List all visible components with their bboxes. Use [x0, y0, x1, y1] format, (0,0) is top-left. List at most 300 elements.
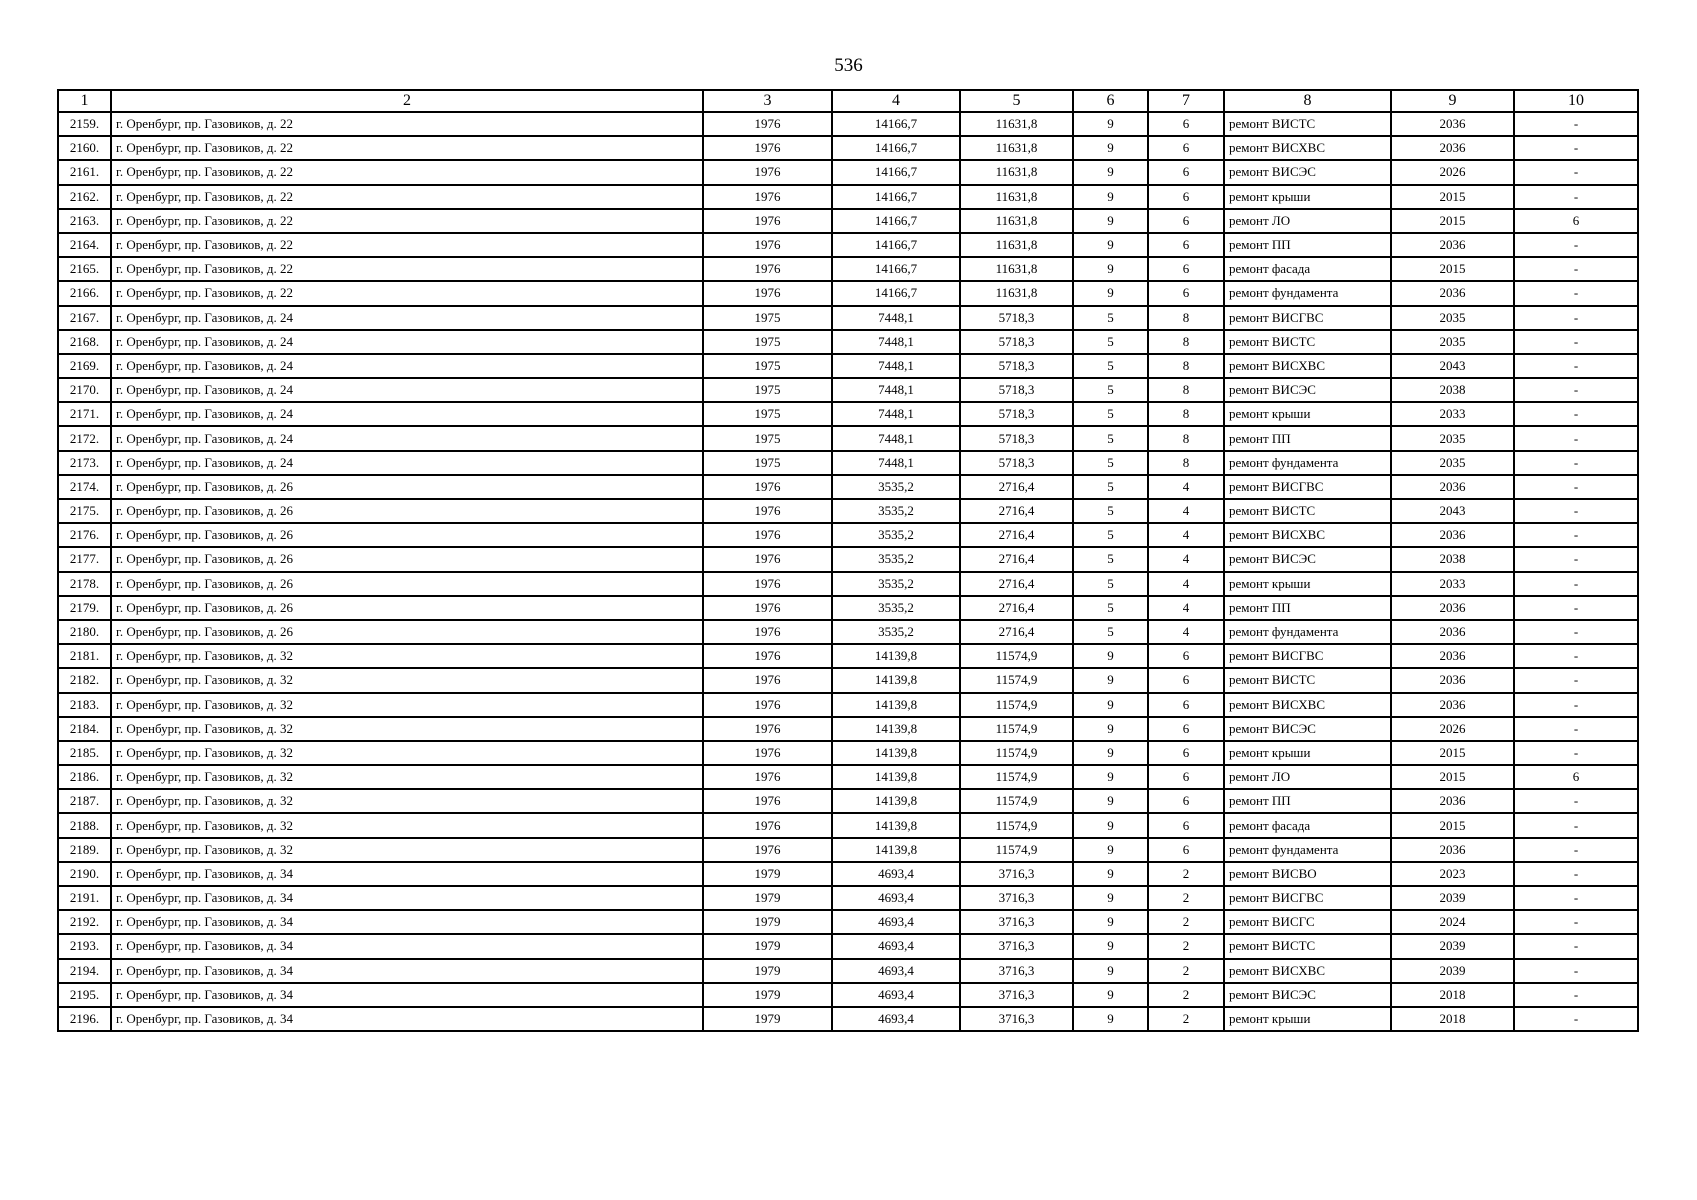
- cell-plan-year: 2035: [1391, 426, 1514, 450]
- cell-address: г. Оренбург, пр. Газовиков, д. 22: [111, 185, 703, 209]
- cell-total-area: 7448,1: [832, 354, 960, 378]
- cell-floors: 9: [1073, 233, 1148, 257]
- cell-address: г. Оренбург, пр. Газовиков, д. 22: [111, 209, 703, 233]
- table-row: [58, 547, 1638, 571]
- cell-last-value: -: [1514, 572, 1638, 596]
- cell-plan-year: 2033: [1391, 402, 1514, 426]
- cell-total-area: 14166,7: [832, 233, 960, 257]
- cell-last-value: -: [1514, 886, 1638, 910]
- cell-row-number: 2170.: [58, 378, 111, 402]
- cell-entrances: 8: [1148, 451, 1224, 475]
- cell-plan-year: 2036: [1391, 475, 1514, 499]
- cell-work-type: ремонт ВИСГВС: [1224, 886, 1391, 910]
- table-row: [58, 112, 1638, 136]
- cell-floors: 5: [1073, 475, 1148, 499]
- cell-build-year: 1976: [703, 813, 832, 837]
- cell-row-number: 2186.: [58, 765, 111, 789]
- cell-entrances: 4: [1148, 620, 1224, 644]
- table-row: [58, 185, 1638, 209]
- cell-build-year: 1975: [703, 426, 832, 450]
- cell-row-number: 2175.: [58, 499, 111, 523]
- header-cell: 9: [1391, 90, 1514, 112]
- cell-address: г. Оренбург, пр. Газовиков, д. 24: [111, 378, 703, 402]
- header-cell: 10: [1514, 90, 1638, 112]
- cell-entrances: 2: [1148, 886, 1224, 910]
- cell-build-year: 1976: [703, 185, 832, 209]
- cell-work-type: ремонт фасада: [1224, 257, 1391, 281]
- table-row: [58, 934, 1638, 958]
- cell-total-area: 7448,1: [832, 378, 960, 402]
- cell-last-value: -: [1514, 1007, 1638, 1031]
- cell-row-number: 2171.: [58, 402, 111, 426]
- cell-entrances: 8: [1148, 306, 1224, 330]
- cell-floors: 9: [1073, 185, 1148, 209]
- cell-plan-year: 2018: [1391, 983, 1514, 1007]
- cell-work-type: ремонт ПП: [1224, 233, 1391, 257]
- cell-work-type: ремонт ВИСТС: [1224, 934, 1391, 958]
- cell-last-value: 6: [1514, 209, 1638, 233]
- cell-row-number: 2160.: [58, 136, 111, 160]
- cell-entrances: 6: [1148, 233, 1224, 257]
- table-row: [58, 354, 1638, 378]
- cell-total-area: 14139,8: [832, 741, 960, 765]
- cell-last-value: -: [1514, 693, 1638, 717]
- cell-living-area: 5718,3: [960, 330, 1073, 354]
- cell-entrances: 2: [1148, 934, 1224, 958]
- cell-plan-year: 2039: [1391, 886, 1514, 910]
- cell-total-area: 3535,2: [832, 523, 960, 547]
- cell-address: г. Оренбург, пр. Газовиков, д. 24: [111, 426, 703, 450]
- cell-build-year: 1975: [703, 402, 832, 426]
- cell-row-number: 2168.: [58, 330, 111, 354]
- cell-row-number: 2188.: [58, 813, 111, 837]
- table-row: [58, 741, 1638, 765]
- cell-floors: 9: [1073, 209, 1148, 233]
- cell-build-year: 1976: [703, 209, 832, 233]
- cell-entrances: 6: [1148, 693, 1224, 717]
- table-row: [58, 983, 1638, 1007]
- cell-last-value: -: [1514, 620, 1638, 644]
- cell-total-area: 7448,1: [832, 330, 960, 354]
- cell-living-area: 11631,8: [960, 257, 1073, 281]
- cell-floors: 9: [1073, 959, 1148, 983]
- cell-plan-year: 2036: [1391, 620, 1514, 644]
- cell-address: г. Оренбург, пр. Газовиков, д. 34: [111, 910, 703, 934]
- cell-plan-year: 2023: [1391, 862, 1514, 886]
- cell-build-year: 1979: [703, 910, 832, 934]
- cell-floors: 5: [1073, 547, 1148, 571]
- cell-floors: 5: [1073, 451, 1148, 475]
- cell-floors: 5: [1073, 378, 1148, 402]
- cell-work-type: ремонт ВИСХВС: [1224, 959, 1391, 983]
- cell-floors: 9: [1073, 765, 1148, 789]
- cell-build-year: 1979: [703, 959, 832, 983]
- cell-plan-year: 2026: [1391, 717, 1514, 741]
- cell-build-year: 1976: [703, 112, 832, 136]
- cell-address: г. Оренбург, пр. Газовиков, д. 26: [111, 499, 703, 523]
- cell-last-value: -: [1514, 499, 1638, 523]
- cell-entrances: 2: [1148, 910, 1224, 934]
- cell-work-type: ремонт ПП: [1224, 789, 1391, 813]
- table-row: [58, 668, 1638, 692]
- table-row: [58, 765, 1638, 789]
- cell-last-value: -: [1514, 813, 1638, 837]
- cell-living-area: 11574,9: [960, 741, 1073, 765]
- cell-work-type: ремонт ВИСГВС: [1224, 644, 1391, 668]
- cell-address: г. Оренбург, пр. Газовиков, д. 34: [111, 1007, 703, 1031]
- table-row: [58, 136, 1638, 160]
- cell-last-value: -: [1514, 862, 1638, 886]
- cell-plan-year: 2036: [1391, 281, 1514, 305]
- cell-work-type: ремонт ВИСТС: [1224, 668, 1391, 692]
- cell-floors: 9: [1073, 983, 1148, 1007]
- cell-total-area: 14139,8: [832, 765, 960, 789]
- cell-living-area: 11574,9: [960, 668, 1073, 692]
- cell-last-value: -: [1514, 257, 1638, 281]
- cell-work-type: ремонт ВИСВО: [1224, 862, 1391, 886]
- cell-floors: 9: [1073, 862, 1148, 886]
- cell-work-type: ремонт ПП: [1224, 426, 1391, 450]
- cell-living-area: 11574,9: [960, 813, 1073, 837]
- cell-total-area: 14166,7: [832, 112, 960, 136]
- cell-floors: 5: [1073, 620, 1148, 644]
- cell-build-year: 1976: [703, 789, 832, 813]
- cell-living-area: 11631,8: [960, 185, 1073, 209]
- cell-entrances: 8: [1148, 354, 1224, 378]
- cell-entrances: 2: [1148, 983, 1224, 1007]
- cell-last-value: -: [1514, 547, 1638, 571]
- cell-living-area: 2716,4: [960, 572, 1073, 596]
- table-row: [58, 233, 1638, 257]
- cell-total-area: 14139,8: [832, 644, 960, 668]
- cell-entrances: 6: [1148, 765, 1224, 789]
- cell-address: г. Оренбург, пр. Газовиков, д. 22: [111, 136, 703, 160]
- cell-row-number: 2178.: [58, 572, 111, 596]
- cell-total-area: 4693,4: [832, 983, 960, 1007]
- cell-address: г. Оренбург, пр. Газовиков, д. 32: [111, 668, 703, 692]
- cell-plan-year: 2043: [1391, 354, 1514, 378]
- cell-work-type: ремонт ВИСЭС: [1224, 717, 1391, 741]
- cell-build-year: 1976: [703, 257, 832, 281]
- cell-plan-year: 2015: [1391, 209, 1514, 233]
- cell-floors: 9: [1073, 693, 1148, 717]
- cell-floors: 5: [1073, 523, 1148, 547]
- cell-row-number: 2183.: [58, 693, 111, 717]
- cell-build-year: 1976: [703, 281, 832, 305]
- cell-build-year: 1976: [703, 523, 832, 547]
- cell-entrances: 6: [1148, 136, 1224, 160]
- cell-floors: 9: [1073, 668, 1148, 692]
- cell-address: г. Оренбург, пр. Газовиков, д. 22: [111, 281, 703, 305]
- cell-plan-year: 2038: [1391, 547, 1514, 571]
- cell-floors: 5: [1073, 499, 1148, 523]
- cell-entrances: 4: [1148, 475, 1224, 499]
- cell-build-year: 1976: [703, 838, 832, 862]
- cell-entrances: 2: [1148, 1007, 1224, 1031]
- cell-floors: 9: [1073, 160, 1148, 184]
- cell-row-number: 2161.: [58, 160, 111, 184]
- header-cell: 8: [1224, 90, 1391, 112]
- cell-total-area: 14139,8: [832, 789, 960, 813]
- table-row: [58, 209, 1638, 233]
- cell-last-value: -: [1514, 426, 1638, 450]
- table-header: [58, 90, 1638, 112]
- table-row: [58, 475, 1638, 499]
- cell-address: г. Оренбург, пр. Газовиков, д. 24: [111, 354, 703, 378]
- cell-plan-year: 2015: [1391, 185, 1514, 209]
- cell-build-year: 1979: [703, 1007, 832, 1031]
- cell-build-year: 1979: [703, 886, 832, 910]
- cell-row-number: 2164.: [58, 233, 111, 257]
- table-row: [58, 862, 1638, 886]
- table-row: [58, 693, 1638, 717]
- cell-living-area: 3716,3: [960, 910, 1073, 934]
- cell-plan-year: 2036: [1391, 136, 1514, 160]
- cell-living-area: 11631,8: [960, 160, 1073, 184]
- cell-floors: 9: [1073, 934, 1148, 958]
- cell-living-area: 11574,9: [960, 765, 1073, 789]
- table-row: [58, 644, 1638, 668]
- table-row: [58, 160, 1638, 184]
- cell-row-number: 2177.: [58, 547, 111, 571]
- cell-floors: 9: [1073, 112, 1148, 136]
- table-row: [58, 378, 1638, 402]
- table-row: [58, 572, 1638, 596]
- cell-row-number: 2195.: [58, 983, 111, 1007]
- cell-build-year: 1976: [703, 741, 832, 765]
- cell-living-area: 11574,9: [960, 717, 1073, 741]
- cell-last-value: -: [1514, 789, 1638, 813]
- cell-address: г. Оренбург, пр. Газовиков, д. 32: [111, 693, 703, 717]
- cell-total-area: 4693,4: [832, 1007, 960, 1031]
- cell-row-number: 2189.: [58, 838, 111, 862]
- cell-address: г. Оренбург, пр. Газовиков, д. 32: [111, 644, 703, 668]
- header-cell: 6: [1073, 90, 1148, 112]
- cell-total-area: 14166,7: [832, 185, 960, 209]
- cell-plan-year: 2035: [1391, 306, 1514, 330]
- cell-total-area: 3535,2: [832, 499, 960, 523]
- cell-address: г. Оренбург, пр. Газовиков, д. 34: [111, 934, 703, 958]
- cell-plan-year: 2036: [1391, 112, 1514, 136]
- cell-floors: 5: [1073, 572, 1148, 596]
- cell-living-area: 5718,3: [960, 426, 1073, 450]
- cell-entrances: 6: [1148, 789, 1224, 813]
- cell-plan-year: 2024: [1391, 910, 1514, 934]
- table-row: [58, 523, 1638, 547]
- cell-living-area: 5718,3: [960, 354, 1073, 378]
- cell-entrances: 6: [1148, 644, 1224, 668]
- cell-entrances: 2: [1148, 862, 1224, 886]
- cell-floors: 5: [1073, 596, 1148, 620]
- cell-address: г. Оренбург, пр. Газовиков, д. 34: [111, 959, 703, 983]
- cell-floors: 9: [1073, 789, 1148, 813]
- cell-address: г. Оренбург, пр. Газовиков, д. 32: [111, 741, 703, 765]
- cell-work-type: ремонт крыши: [1224, 572, 1391, 596]
- cell-row-number: 2191.: [58, 886, 111, 910]
- cell-total-area: 3535,2: [832, 547, 960, 571]
- cell-build-year: 1976: [703, 572, 832, 596]
- cell-row-number: 2185.: [58, 741, 111, 765]
- cell-plan-year: 2026: [1391, 160, 1514, 184]
- cell-row-number: 2165.: [58, 257, 111, 281]
- table-row: [58, 426, 1638, 450]
- cell-address: г. Оренбург, пр. Газовиков, д. 32: [111, 838, 703, 862]
- cell-plan-year: 2038: [1391, 378, 1514, 402]
- cell-row-number: 2162.: [58, 185, 111, 209]
- cell-total-area: 14166,7: [832, 257, 960, 281]
- cell-entrances: 6: [1148, 209, 1224, 233]
- cell-build-year: 1976: [703, 693, 832, 717]
- cell-entrances: 6: [1148, 668, 1224, 692]
- cell-address: г. Оренбург, пр. Газовиков, д. 26: [111, 547, 703, 571]
- cell-floors: 9: [1073, 281, 1148, 305]
- cell-floors: 9: [1073, 1007, 1148, 1031]
- cell-total-area: 4693,4: [832, 862, 960, 886]
- table-row: [58, 330, 1638, 354]
- cell-last-value: -: [1514, 983, 1638, 1007]
- cell-build-year: 1979: [703, 983, 832, 1007]
- cell-plan-year: 2035: [1391, 330, 1514, 354]
- cell-plan-year: 2039: [1391, 959, 1514, 983]
- cell-entrances: 4: [1148, 523, 1224, 547]
- cell-floors: 9: [1073, 886, 1148, 910]
- cell-living-area: 5718,3: [960, 378, 1073, 402]
- cell-living-area: 11574,9: [960, 838, 1073, 862]
- cell-last-value: -: [1514, 596, 1638, 620]
- table-row: [58, 886, 1638, 910]
- cell-build-year: 1976: [703, 644, 832, 668]
- cell-address: г. Оренбург, пр. Газовиков, д. 24: [111, 330, 703, 354]
- cell-work-type: ремонт ВИСХВС: [1224, 354, 1391, 378]
- cell-work-type: ремонт ВИСХВС: [1224, 136, 1391, 160]
- cell-living-area: 3716,3: [960, 983, 1073, 1007]
- cell-row-number: 2169.: [58, 354, 111, 378]
- cell-last-value: 6: [1514, 765, 1638, 789]
- table-row: [58, 306, 1638, 330]
- cell-total-area: 7448,1: [832, 426, 960, 450]
- cell-address: г. Оренбург, пр. Газовиков, д. 32: [111, 765, 703, 789]
- table-row: [58, 257, 1638, 281]
- cell-row-number: 2174.: [58, 475, 111, 499]
- cell-total-area: 14139,8: [832, 693, 960, 717]
- cell-row-number: 2166.: [58, 281, 111, 305]
- cell-living-area: 3716,3: [960, 934, 1073, 958]
- cell-last-value: -: [1514, 306, 1638, 330]
- cell-entrances: 6: [1148, 112, 1224, 136]
- cell-last-value: -: [1514, 451, 1638, 475]
- cell-plan-year: 2015: [1391, 257, 1514, 281]
- cell-entrances: 8: [1148, 378, 1224, 402]
- cell-last-value: -: [1514, 934, 1638, 958]
- cell-total-area: 14139,8: [832, 838, 960, 862]
- cell-build-year: 1976: [703, 499, 832, 523]
- cell-address: г. Оренбург, пр. Газовиков, д. 22: [111, 112, 703, 136]
- table-row: [58, 717, 1638, 741]
- cell-row-number: 2173.: [58, 451, 111, 475]
- header-cell: 5: [960, 90, 1073, 112]
- cell-total-area: 4693,4: [832, 886, 960, 910]
- cell-row-number: 2179.: [58, 596, 111, 620]
- cell-floors: 5: [1073, 402, 1148, 426]
- header-row: [58, 90, 1638, 112]
- cell-total-area: 3535,2: [832, 596, 960, 620]
- cell-last-value: -: [1514, 717, 1638, 741]
- table-row: [58, 596, 1638, 620]
- cell-entrances: 6: [1148, 281, 1224, 305]
- cell-build-year: 1976: [703, 233, 832, 257]
- cell-last-value: -: [1514, 160, 1638, 184]
- cell-floors: 9: [1073, 644, 1148, 668]
- cell-build-year: 1975: [703, 451, 832, 475]
- cell-build-year: 1975: [703, 354, 832, 378]
- cell-plan-year: 2033: [1391, 572, 1514, 596]
- table-row: [58, 838, 1638, 862]
- header-cell: 2: [111, 90, 703, 112]
- cell-last-value: -: [1514, 523, 1638, 547]
- cell-build-year: 1976: [703, 668, 832, 692]
- cell-living-area: 3716,3: [960, 862, 1073, 886]
- cell-work-type: ремонт крыши: [1224, 402, 1391, 426]
- cell-entrances: 4: [1148, 572, 1224, 596]
- table-row: [58, 402, 1638, 426]
- cell-address: г. Оренбург, пр. Газовиков, д. 32: [111, 717, 703, 741]
- cell-entrances: 6: [1148, 185, 1224, 209]
- cell-plan-year: 2036: [1391, 693, 1514, 717]
- cell-work-type: ремонт фундамента: [1224, 620, 1391, 644]
- cell-floors: 5: [1073, 306, 1148, 330]
- cell-entrances: 8: [1148, 330, 1224, 354]
- cell-address: г. Оренбург, пр. Газовиков, д. 26: [111, 572, 703, 596]
- cell-row-number: 2193.: [58, 934, 111, 958]
- cell-last-value: -: [1514, 959, 1638, 983]
- cell-entrances: 6: [1148, 160, 1224, 184]
- cell-last-value: -: [1514, 838, 1638, 862]
- cell-total-area: 7448,1: [832, 306, 960, 330]
- cell-work-type: ремонт ВИСХВС: [1224, 693, 1391, 717]
- cell-last-value: -: [1514, 112, 1638, 136]
- cell-address: г. Оренбург, пр. Газовиков, д. 24: [111, 306, 703, 330]
- cell-living-area: 3716,3: [960, 886, 1073, 910]
- cell-entrances: 6: [1148, 838, 1224, 862]
- cell-build-year: 1976: [703, 717, 832, 741]
- cell-last-value: -: [1514, 354, 1638, 378]
- cell-entrances: 6: [1148, 813, 1224, 837]
- cell-build-year: 1979: [703, 862, 832, 886]
- cell-total-area: 14166,7: [832, 136, 960, 160]
- cell-address: г. Оренбург, пр. Газовиков, д. 26: [111, 523, 703, 547]
- cell-total-area: 14166,7: [832, 160, 960, 184]
- cell-living-area: 11631,8: [960, 112, 1073, 136]
- cell-row-number: 2196.: [58, 1007, 111, 1031]
- cell-build-year: 1976: [703, 547, 832, 571]
- cell-floors: 9: [1073, 838, 1148, 862]
- cell-work-type: ремонт фундамента: [1224, 281, 1391, 305]
- cell-row-number: 2181.: [58, 644, 111, 668]
- cell-address: г. Оренбург, пр. Газовиков, д. 24: [111, 402, 703, 426]
- cell-living-area: 5718,3: [960, 451, 1073, 475]
- cell-plan-year: 2015: [1391, 813, 1514, 837]
- cell-total-area: 14139,8: [832, 813, 960, 837]
- cell-work-type: ремонт ЛО: [1224, 209, 1391, 233]
- cell-work-type: ремонт фасада: [1224, 813, 1391, 837]
- cell-entrances: 6: [1148, 257, 1224, 281]
- page-number: 536: [834, 55, 863, 76]
- cell-total-area: 14166,7: [832, 209, 960, 233]
- cell-address: г. Оренбург, пр. Газовиков, д. 26: [111, 475, 703, 499]
- cell-living-area: 3716,3: [960, 959, 1073, 983]
- cell-plan-year: 2036: [1391, 233, 1514, 257]
- cell-row-number: 2184.: [58, 717, 111, 741]
